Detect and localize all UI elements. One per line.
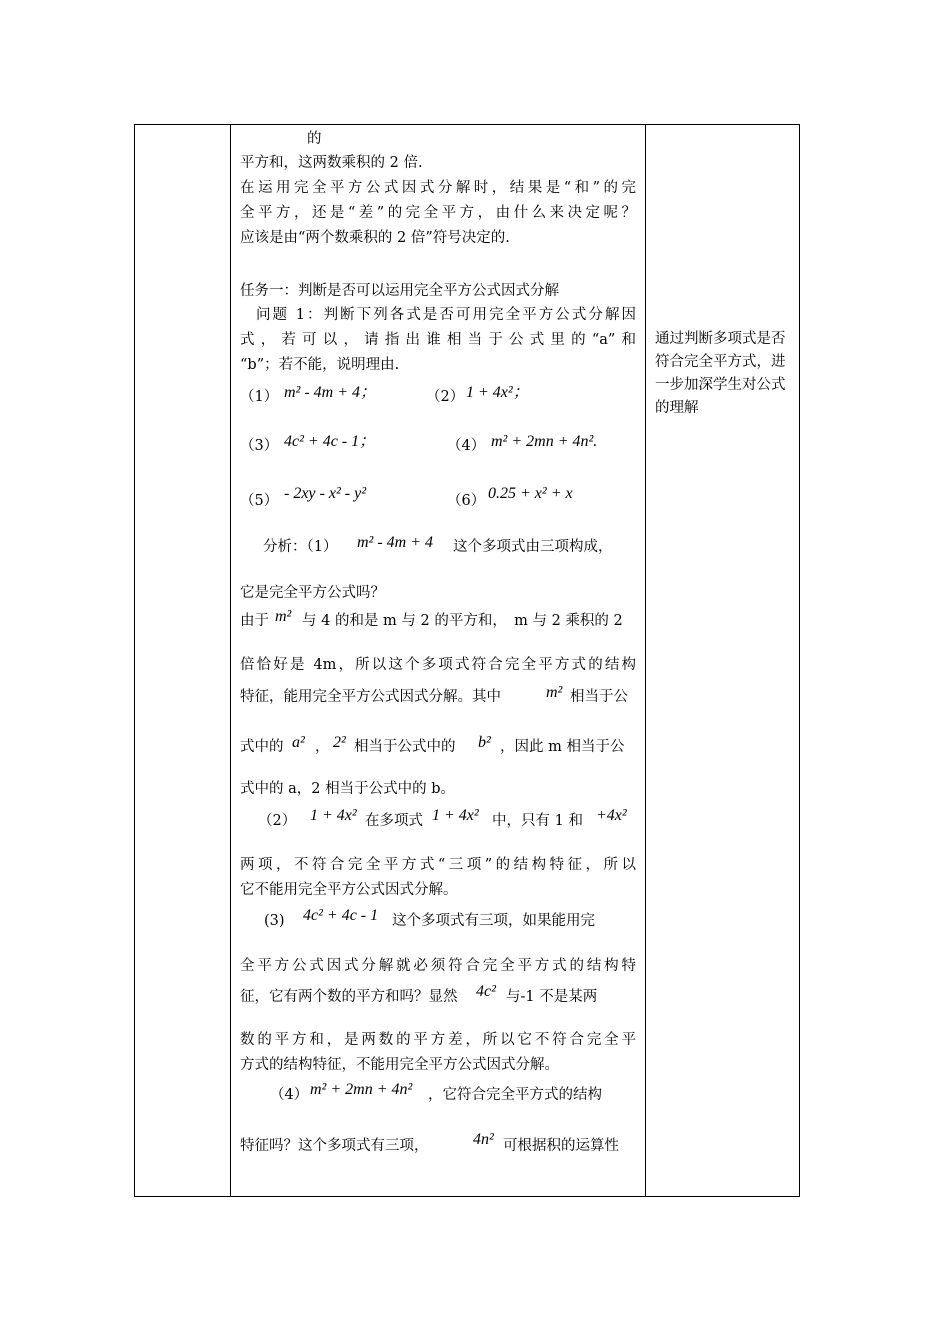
text-line: 式中的 [240,739,284,755]
text-line: ，它符合完全平方式的结构 [428,1087,602,1103]
text-line: 这个多项式有三项，如果能用完 [392,913,595,929]
math-expression: 1 + 4x² [310,807,357,824]
text-line: ，因此 m 相当于公 [500,739,625,755]
item-label: （2） [258,813,297,829]
text-line: 它是完全平方公式吗？ [240,585,385,601]
item-label: （3） [240,438,279,454]
text-line: 平方和，这两数乘积的 2 倍. [240,155,423,171]
math-expression: 0.25 + x² + x [488,485,573,502]
math-expression: - 2xy - x² - y² [284,485,366,502]
item-label: （6） [447,493,486,509]
math-expression: b² [478,734,491,751]
math-expression: a² [292,734,305,751]
math-expression: 1 + 4x²； [466,384,529,401]
text-line: 倍恰好是 4m，所以这个多项式符合完全平方式的结构 [240,657,636,673]
text-line: 与 4 的和是 m 与 2 的平方和， m 与 2 乘积的 2 [302,613,623,629]
text-line: 这个多项式由三项构成， [453,539,613,555]
item-label: （2） [426,389,465,405]
question-text: 式，若可以，请指出谁相当于公式里的“a”和 [240,332,636,348]
column-divider-2 [645,125,646,1196]
text-line: 由于 [240,613,269,629]
text-line: 它不能用完全平方公式因式分解。 [240,882,458,898]
math-expression: m² + 2mn + 4n². [491,433,598,450]
text-line: 式中的 a，2 相当于公式中的 b。 [240,781,455,797]
text-line: 的 [307,131,322,147]
text-line: 征，它有两个数的平方和吗？显然 [240,989,458,1005]
text-line: 特征，能用完全平方公式因式分解。其中 [240,689,501,705]
text-line: 相当于公式中的 [354,739,456,755]
analysis-label: 分析：（1） [263,539,338,555]
text-line: 两项，不符合完全平方式“三项”的结构特征，所以 [240,857,636,873]
text-line: 数的平方和，是两数的平方差，所以它不符合完全平 [240,1032,636,1048]
task-heading: 任务一：判断是否可以运用完全平方公式因式分解 [240,283,559,299]
math-expression: +4x² [596,807,627,824]
question-text: 问题 1：判断下列各式是否可用完全平方公式分解因 [256,307,636,323]
text-line: 可根据积的运算性 [503,1138,619,1154]
math-expression: 4c² + 4c - 1 [303,907,379,924]
math-expression: 2² [333,734,346,751]
math-expression: m² [546,684,563,701]
item-label: （5） [240,493,279,509]
item-label: （4） [447,438,486,454]
math-expression: 4c² + 4c - 1； [284,433,376,450]
text-line: 特征吗？这个多项式有三项， [240,1138,429,1154]
text-line: 应该是由“两个数乘积的 2 倍”符号决定的. [240,230,510,246]
text-line: 与-1 不是某两 [506,989,598,1005]
text-line: 相当于公 [570,689,628,705]
item-label: (3) [264,913,285,929]
text-line: ， [315,739,330,755]
text-line: 在多项式 [365,813,423,829]
text-line: 在运用完全平方公式因式分解时，结果是“和”的完 [240,180,636,196]
item-label: （1） [240,389,279,405]
text-line: 方式的结构特征，不能用完全平方公式因式分解。 [240,1057,559,1073]
math-expression: m² - 4m + 4； [284,384,377,401]
question-text: “b”；若不能，说明理由. [240,357,400,373]
column-divider-1 [230,125,231,1196]
design-intent-note: 通过判断多项式是否符合完全平方式，进一步加深学生对公式的理解 [655,331,786,416]
math-expression: 1 + 4x² [432,807,479,824]
math-expression: 4n² [473,1131,494,1148]
math-expression: m² + 2mn + 4n² [310,1081,413,1098]
text-line: 中，只有 1 和 [492,813,583,829]
math-expression: m² [275,608,292,625]
item-label: （4） [270,1087,309,1103]
math-expression: m² - 4m + 4 [357,534,434,551]
text-line: 全平方公式因式分解就必须符合完全平方式的结构特 [240,958,636,974]
math-expression: 4c² [476,983,496,1000]
text-line: 全平方，还是“差”的完全平方，由什么来决定呢？ [240,205,636,221]
